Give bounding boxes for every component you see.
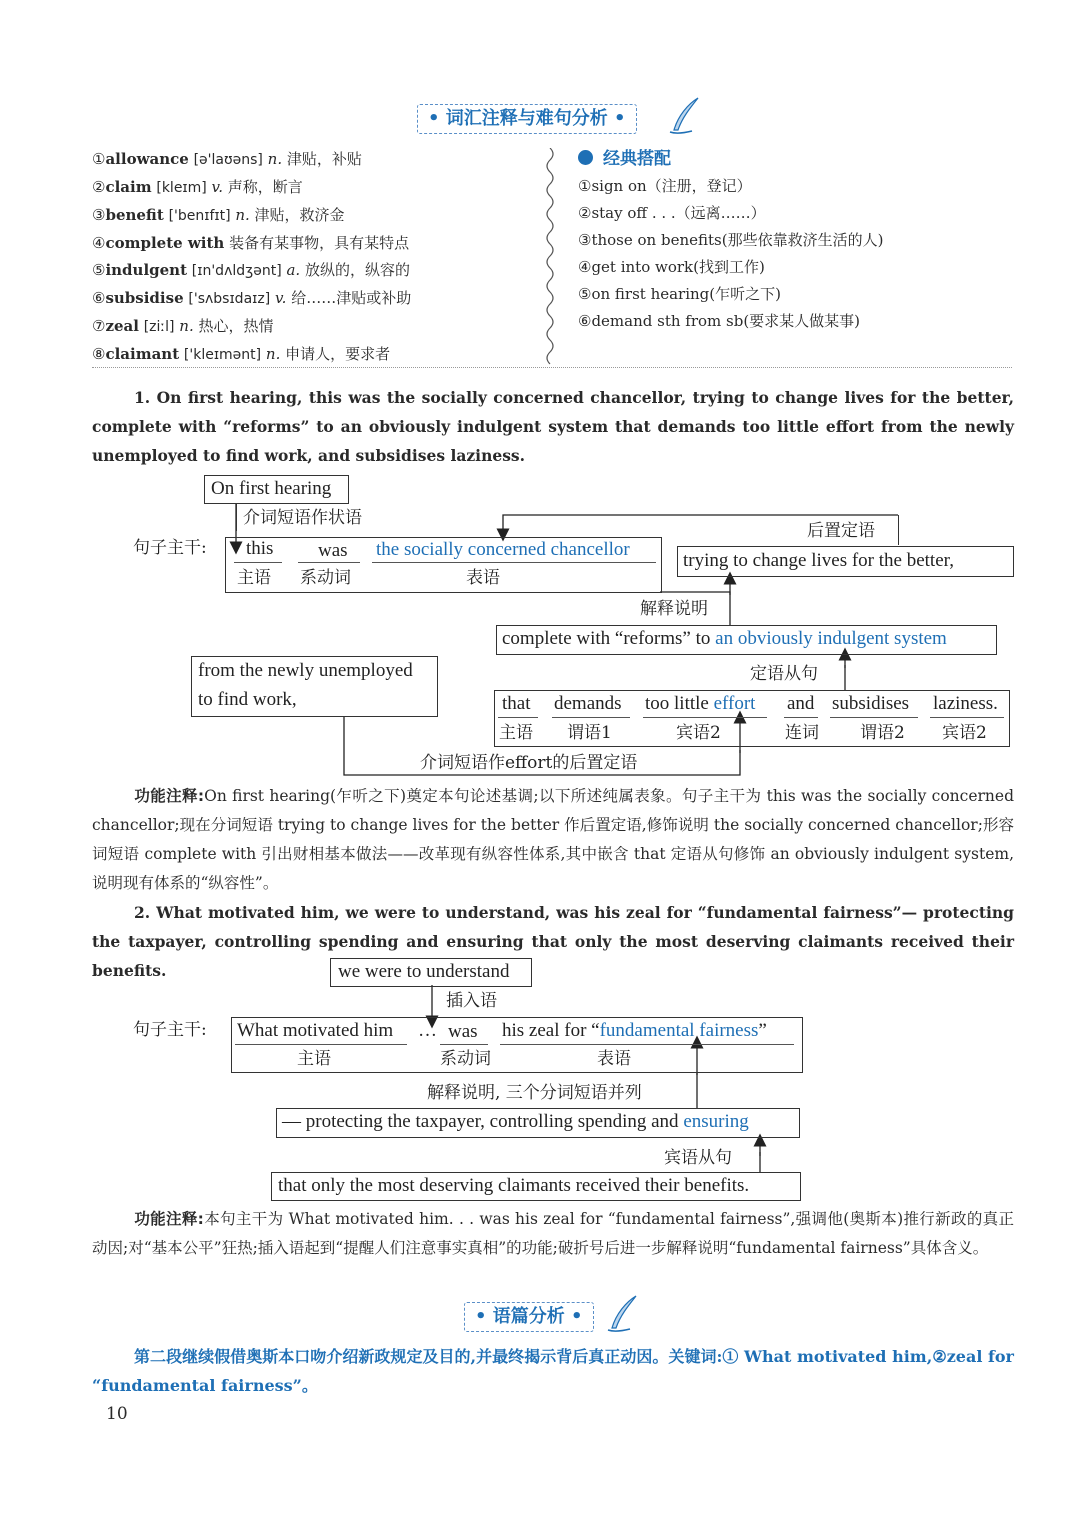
discourse-section-header: • 语篇分析 • xyxy=(464,1302,594,1332)
d1-c-conj: 连词 xyxy=(785,723,819,743)
vocab-item: ⑧claimant ['kleɪmənt] n. 申请人，要求者 xyxy=(92,345,391,363)
d1-predicative-label: 表语 xyxy=(466,568,500,588)
d1-and: and xyxy=(787,693,815,714)
collocation-item: ②stay off . . .（远离……） xyxy=(578,204,766,222)
d1-c-pred2: 谓语2 xyxy=(860,723,905,743)
vocab-item: ③benefit ['benɪfɪt] n. 津贴，救济金 xyxy=(92,206,345,224)
sentence-2: 2. What motivated him, we were to understand, was his zeal for “fundamental fairness”— protecting the taxpayer, controlling spending and ensuring that only the most deserving claimants received their benefits. xyxy=(92,903,1014,980)
collocation-title: 经典搭配 xyxy=(578,146,1028,173)
d1-laziness: laziness. xyxy=(933,693,998,714)
d2-obj-clause-label: 宾语从句 xyxy=(664,1148,732,1168)
d1-complete-with: complete with “reforms” to an obviously indulgent system xyxy=(502,628,947,649)
d2-dots: … xyxy=(418,1020,437,1041)
quill-pen-icon xyxy=(668,96,702,136)
vocab-item: ⑥subsidise ['sʌbsɪdaɪz] v. 给……津贴或补助 xyxy=(92,289,412,307)
d1-trying: trying to change lives for the better, xyxy=(683,550,954,571)
d2-protecting: — protecting the taxpayer, controlling spending and ensuring xyxy=(282,1111,749,1132)
function-note-2: 功能注释:本句主干为 What motivated him. . . was his zeal for “fundamental fairness”,强调他(奥斯本)推行新政的真正动因;对“基本公平”狂热;插入语起到“提醒人们注意事实真相”的功能;破折号后进一步解释说明“fundamental fairness”具体含义。 xyxy=(92,1210,1014,1257)
d2-parenthesis: we were to understand xyxy=(338,961,510,982)
d1-this: this xyxy=(246,538,274,559)
d2-subject-label: 主语 xyxy=(297,1049,331,1069)
d1-main-label: 句子主干: xyxy=(133,538,207,558)
d1-demands: demands xyxy=(554,693,622,714)
d1-explain-label: 解释说明 xyxy=(640,599,708,619)
d1-prep-adverbial-label: 介词短语作状语 xyxy=(243,508,362,528)
d2-linkverb-label: 系动词 xyxy=(440,1049,491,1069)
vocab-list xyxy=(92,146,542,369)
d1-post-attr-label: 后置定语 xyxy=(807,521,875,541)
collocation-item: ①sign on（注册，登记） xyxy=(578,177,752,195)
d1-c-obj2: 宾语2 xyxy=(676,723,721,743)
d1-c-pred1: 谓语1 xyxy=(567,723,612,743)
vocab-item: ④complete with 装备有某事物，具有某特点 xyxy=(92,234,410,252)
vocab-item: ⑤indulgent [ɪn'dʌldʒənt] a. 放纵的，纵容的 xyxy=(92,261,410,279)
wavy-divider xyxy=(544,148,556,366)
collocation-item: ④get into work(找到工作) xyxy=(578,258,765,276)
collocation-item: ③those on benefits(那些依靠救济生活的人) xyxy=(578,231,884,249)
d1-chancellor: the socially concerned chancellor xyxy=(376,539,630,560)
vocab-section-header: • 词汇注释与难句分析 • xyxy=(417,104,637,134)
d1-from-line2: to find work, xyxy=(198,689,297,710)
d1-subject-label: 主语 xyxy=(237,568,271,588)
d1-that: that xyxy=(502,693,531,714)
discourse-summary: 第二段继续假借奥斯本口吻介绍新政规定及目的,并最终揭示背后真正动因。关键词:① What motivated him,②zeal for “fundamental fairness”。 xyxy=(92,1347,1014,1395)
d1-rel-clause-label: 定语从句 xyxy=(750,664,818,684)
vocab-item: ①allowance [ə'laʊəns] n. 津贴，补贴 xyxy=(92,150,362,168)
quill-pen-icon xyxy=(606,1294,640,1334)
d2-main-label: 句子主干: xyxy=(133,1020,207,1040)
d1-c-obj2b: 宾语2 xyxy=(942,723,987,743)
collocation-list xyxy=(578,146,1028,335)
d2-predicative-label: 表语 xyxy=(597,1049,631,1069)
d2-paren-label: 插入语 xyxy=(446,991,497,1011)
d1-c-subj: 主语 xyxy=(499,723,533,743)
collocation-item: ⑤on first hearing(乍听之下) xyxy=(578,285,781,303)
bullet-dot-icon xyxy=(578,150,593,165)
d2-zeal: his zeal for “fundamental fairness” xyxy=(502,1020,767,1041)
page-number: 10 xyxy=(106,1404,128,1424)
d2-explain-label: 解释说明, 三个分词短语并列 xyxy=(427,1083,642,1103)
d1-too-little-effort: too little effort xyxy=(645,693,756,714)
vocab-item: ⑦zeal [ziːl] n. 热心，热情 xyxy=(92,317,274,335)
vocab-item: ②claim [kleɪm] v. 声称，断言 xyxy=(92,178,303,196)
d2-what: What motivated him xyxy=(237,1020,394,1041)
d1-on-first-hearing: On first hearing xyxy=(211,478,332,499)
d1-linkverb-label: 系动词 xyxy=(300,568,351,588)
d1-effort-attr-label: 介词短语作effort的后置定语 xyxy=(420,753,638,773)
collocation-item: ⑥demand sth from sb(要求某人做某事) xyxy=(578,312,861,330)
d2-that-clause: that only the most deserving claimants received their benefits. xyxy=(278,1175,750,1196)
function-note-1: 功能注释:On first hearing(乍听之下)奠定本句论述基调;以下所述纯属表象。句子主干为 this was the socially concerned chancellor;现在分词短语 trying to change lives for the better 作后置定语,修饰说明 the socially concerned chancellor;形容词短语 complete with 引出财相基本做法——改革现有纵容性体系,其中嵌含 that 定语从句修饰 an obviously indulgent system,说明现有体系的“纵容性”。 xyxy=(92,787,1014,892)
section-divider xyxy=(92,367,1012,368)
d1-was: was xyxy=(318,540,348,561)
d1-subsidises: subsidises xyxy=(832,693,910,714)
sentence-1: 1. On first hearing, this was the socially concerned chancellor, trying to change lives for the better, complete with “reforms” to an obviously indulgent system that demands too little effort from the newly unemployed to find work, and subsidises laziness. xyxy=(92,388,1014,465)
d1-from-line1: from the newly unemployed xyxy=(198,660,413,681)
d2-was: was xyxy=(448,1021,478,1042)
